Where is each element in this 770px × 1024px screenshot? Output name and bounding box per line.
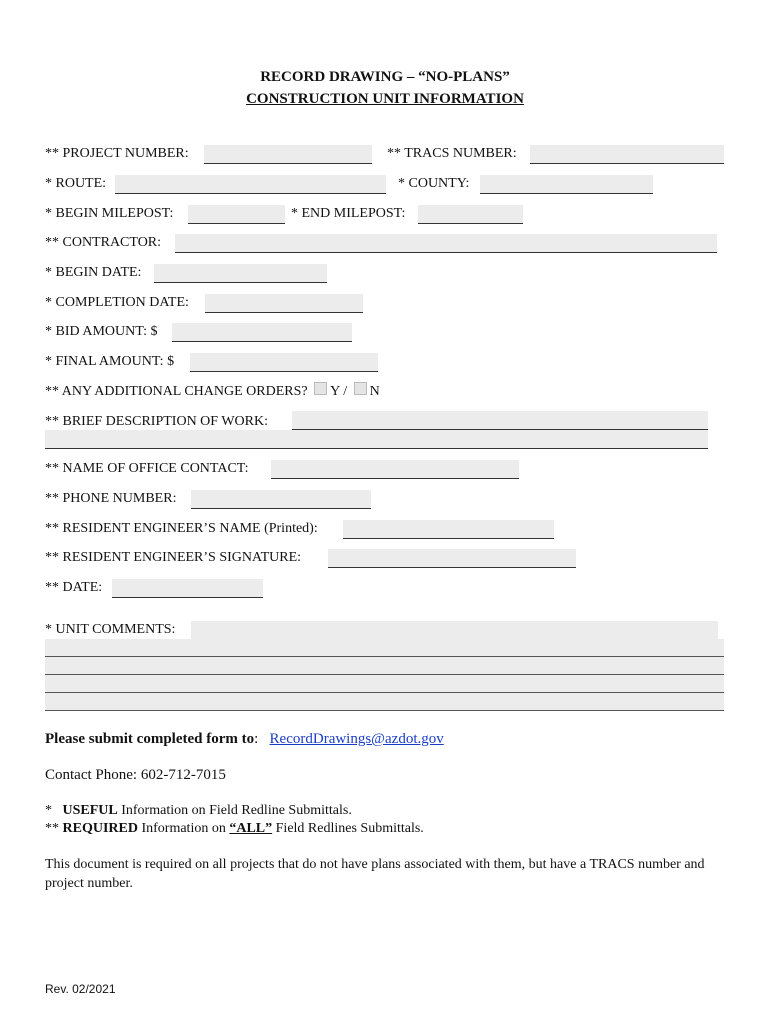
begin-milepost-field[interactable] xyxy=(188,205,285,224)
begin-date-field[interactable] xyxy=(154,264,327,283)
engineer-name-label: ** RESIDENT ENGINEER’S NAME (Printed): xyxy=(45,521,318,536)
final-amount-label: * FINAL AMOUNT: $ xyxy=(45,354,175,369)
begin-milepost-label: * BEGIN MILEPOST: xyxy=(45,206,174,221)
tracs-number-label: ** TRACS NUMBER: xyxy=(387,146,517,161)
end-milepost-label: * END MILEPOST: xyxy=(291,206,406,221)
description-field-line-1[interactable] xyxy=(292,411,708,430)
begin-date-label: * BEGIN DATE: xyxy=(45,265,142,280)
project-number-field[interactable] xyxy=(204,145,372,164)
engineer-signature-field[interactable] xyxy=(328,549,576,568)
submit-colon: : xyxy=(254,731,259,747)
revision-label: Rev. 02/2021 xyxy=(45,982,116,996)
title-line-1: RECORD DRAWING – “NO-PLANS” xyxy=(260,69,510,85)
phone-number-field[interactable] xyxy=(191,490,371,509)
legend-required: ** REQUIRED Information on “ALL” Field Redlines Submittals. xyxy=(45,821,424,836)
description-label: ** BRIEF DESCRIPTION OF WORK: xyxy=(45,414,268,429)
legend-all-bold: “ALL” xyxy=(229,821,273,836)
county-label: * COUNTY: xyxy=(398,176,470,191)
unit-comments-field-line-5[interactable] xyxy=(45,693,724,711)
project-number-label: ** PROJECT NUMBER: xyxy=(45,146,189,161)
bid-amount-label: * BID AMOUNT: $ xyxy=(45,324,158,339)
engineer-signature-label: ** RESIDENT ENGINEER’S SIGNATURE: xyxy=(45,550,302,565)
completion-date-label: * COMPLETION DATE: xyxy=(45,295,189,310)
title-line-2: CONSTRUCTION UNIT INFORMATION xyxy=(246,91,524,107)
date-field[interactable] xyxy=(112,579,263,598)
county-field[interactable] xyxy=(480,175,653,194)
submit-instructions xyxy=(45,728,444,750)
change-orders-yes-label: Y / xyxy=(330,384,348,399)
change-orders-no-label: N xyxy=(369,384,380,399)
contact-phone: Contact Phone: 602-712-7015 xyxy=(45,767,226,783)
bid-amount-field[interactable] xyxy=(172,323,352,342)
unit-comments-field-line-3[interactable] xyxy=(45,657,724,675)
submit-email-link[interactable]: RecordDrawings@azdot.gov xyxy=(269,731,444,747)
phone-number-label: ** PHONE NUMBER: xyxy=(45,491,177,506)
change-orders-label: ** ANY ADDITIONAL CHANGE ORDERS? xyxy=(45,384,308,399)
legend xyxy=(45,802,424,838)
unit-comments-field-line-2[interactable] xyxy=(45,639,724,657)
legend-required-bold: REQUIRED xyxy=(62,821,138,836)
unit-comments-field-line-4[interactable] xyxy=(45,675,724,693)
submit-label: Please submit completed form to xyxy=(45,731,255,747)
legend-useful: * USEFUL Information on Field Redline Submittals. xyxy=(45,803,352,818)
form-title xyxy=(0,66,770,110)
change-orders-yes-checkbox[interactable] xyxy=(314,382,327,395)
contractor-field[interactable] xyxy=(175,234,717,253)
description-field-line-2[interactable] xyxy=(45,430,708,449)
unit-comments-field-line-1[interactable] xyxy=(191,621,718,640)
route-label: * ROUTE: xyxy=(45,176,107,191)
contractor-label: ** CONTRACTOR: xyxy=(45,235,162,250)
change-orders-row xyxy=(45,381,380,403)
completion-date-field[interactable] xyxy=(205,294,363,313)
change-orders-no-checkbox[interactable] xyxy=(354,382,367,395)
office-contact-field[interactable] xyxy=(271,460,519,479)
final-amount-field[interactable] xyxy=(190,353,378,372)
office-contact-label: ** NAME OF OFFICE CONTACT: xyxy=(45,461,249,476)
tracs-number-field[interactable] xyxy=(530,145,724,164)
end-milepost-field[interactable] xyxy=(418,205,523,224)
engineer-name-field[interactable] xyxy=(343,520,554,539)
route-field[interactable] xyxy=(115,175,386,194)
unit-comments-label: * UNIT COMMENTS: xyxy=(45,622,176,637)
date-label: ** DATE: xyxy=(45,580,103,595)
legend-useful-bold: USEFUL xyxy=(62,803,118,818)
requirement-note: This document is required on all projects that do not have plans associated with them, but have a TRACS number and project number. xyxy=(45,857,705,891)
